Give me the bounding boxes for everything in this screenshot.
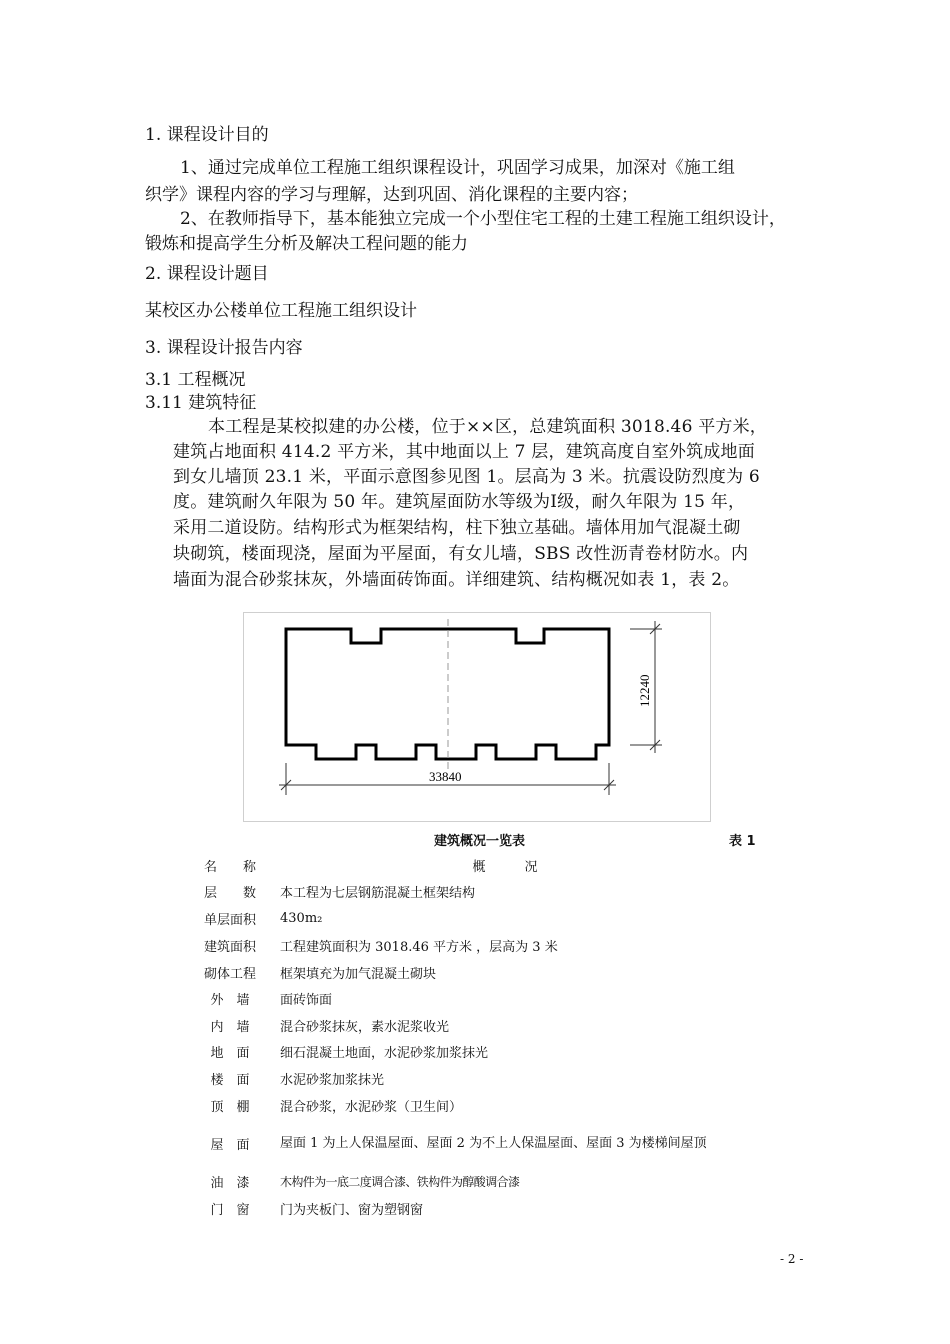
- body-line: 本工程是某校拟建的办公楼，位于××区，总建筑面积 3018.46 平方米，: [208, 417, 767, 437]
- row-name: 内 墙: [210, 1019, 250, 1035]
- row-desc: 细石混凝土地面，水泥砂浆加浆抹光: [280, 1046, 489, 1061]
- row-name: 外 墙: [210, 993, 250, 1008]
- building-overview-table: [190, 852, 740, 1222]
- section-2-body: 某校区办公楼单位工程施工组织设计: [145, 301, 417, 321]
- table-row: [190, 905, 740, 932]
- floor-plan-figure: [243, 612, 711, 822]
- body-line: 墙面为混合砂浆抹灰，外墙面砖饰面。详细建筑、结构概况如表 1，表 2。: [173, 570, 740, 590]
- table-header-row: [190, 852, 740, 878]
- row-name: 门 窗: [210, 1203, 250, 1218]
- table-row: [190, 985, 740, 1012]
- row-name: 层 数: [203, 886, 256, 901]
- section-3-1-title: 3.1 工程概况: [145, 370, 246, 390]
- table-row: [190, 1065, 740, 1092]
- body-line: 度。建筑耐久年限为 50 年。建筑屋面防水等级为Ⅰ级，耐久年限为 15 年，: [173, 492, 746, 512]
- building-outline: [286, 629, 609, 759]
- table-1-caption: 建筑概况一览表: [434, 834, 526, 849]
- height-dimension-label: 12240: [637, 674, 652, 707]
- table-row: [190, 1038, 740, 1065]
- row-desc: 屋面 1 为上人保温屋面、屋面 2 为不上人保温屋面、屋面 3 为楼梯间屋顶: [280, 1135, 707, 1151]
- width-dimension-label: 33840: [429, 769, 462, 784]
- section-1-para-2-line-2: 锻炼和提高学生分析及解决工程问题的能力: [145, 234, 468, 254]
- section-2-title: 2. 课程设计题目: [145, 264, 269, 284]
- page-number: - 2 -: [780, 1252, 804, 1266]
- table-row: [190, 1195, 740, 1222]
- row-desc: 水泥砂浆加浆抹光: [280, 1073, 385, 1088]
- table-row: [190, 1012, 740, 1038]
- row-desc: 框架填充为加气混凝土砌块: [280, 966, 437, 982]
- row-name: 顶 棚: [210, 1099, 250, 1115]
- table-row: [190, 1118, 740, 1168]
- row-name: 单层面积: [203, 913, 256, 928]
- row-desc: 门为夹板门、窗为塑钢窗: [280, 1203, 424, 1218]
- row-name: 楼 面: [210, 1073, 250, 1088]
- table-row: [190, 1168, 740, 1195]
- row-desc: 430m₂: [280, 911, 323, 926]
- section-1-para-2-line-1: 2、在教师指导下，基本能独立完成一个小型住宅工程的土建工程施工组织设计，: [180, 209, 786, 229]
- floor-plan-drawing: [244, 613, 710, 821]
- table-row: [190, 959, 740, 985]
- row-desc: 木构件为一底二度调合漆、铁构件为醇酸调合漆: [280, 1175, 520, 1189]
- body-line: 到女儿墙顶 23.1 米，平面示意图参见图 1。层高为 3 米。抗震设防烈度为 6: [173, 467, 760, 487]
- row-desc: 混合砂浆抹灰，素水泥浆收光: [280, 1019, 450, 1035]
- body-line: 采用二道设防。结构形式为框架结构，柱下独立基础。墙体用加气混凝土砌: [173, 518, 741, 538]
- table-1-label: 表 1: [729, 834, 756, 849]
- table-row: [190, 932, 740, 959]
- section-3-11-title: 3.11 建筑特征: [145, 393, 257, 413]
- section-1-para-1-line-2: 织学》课程内容的学习与理解，达到巩固、消化课程的主要内容；: [145, 185, 638, 205]
- row-name: 地 面: [210, 1046, 250, 1061]
- row-desc: 面砖饰面: [280, 993, 333, 1008]
- row-desc: 本工程为七层钢筋混凝土框架结构: [280, 886, 476, 901]
- row-desc: 混合砂浆，水泥砂浆（卫生间）: [280, 1099, 463, 1115]
- body-line: 建筑占地面积 414.2 平方米，其中地面以上 7 层，建筑高度自室外筑成地面: [173, 442, 755, 462]
- section-1-para-1-line-1: 1、通过完成单位工程施工组织课程设计，巩固学习成果，加深对《施工组: [180, 158, 735, 178]
- row-desc: 工程建筑面积为 3018.46 平方米 ，层高为 3 米: [280, 940, 558, 955]
- table-row: [190, 878, 740, 905]
- header-desc: 概 况: [472, 859, 538, 875]
- section-3-title: 3. 课程设计报告内容: [145, 338, 303, 358]
- section-1-title: 1. 课程设计目的: [145, 125, 269, 145]
- header-name: 名 称: [203, 859, 256, 875]
- body-line: 块砌筑，楼面现浇，屋面为平屋面，有女儿墙，SBS 改性沥青卷材防水。内: [173, 544, 749, 564]
- row-name: 砌体工程: [203, 966, 256, 982]
- row-name: 建筑面积: [203, 940, 256, 955]
- table-row: [190, 1092, 740, 1118]
- row-name: 屋 面: [210, 1137, 250, 1153]
- row-name: 油 漆: [210, 1176, 250, 1191]
